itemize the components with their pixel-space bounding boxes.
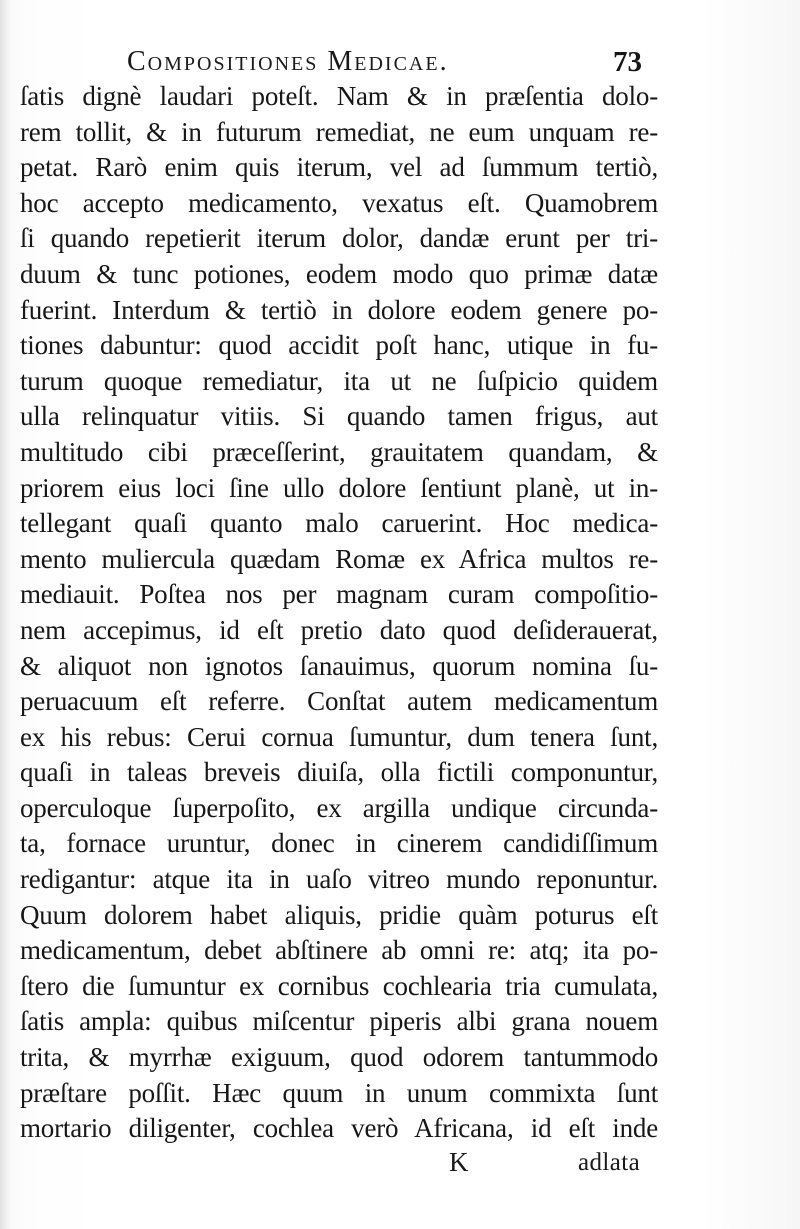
text-line: nem accepimus, id eſt pretio dato quod deſiderauerat, <box>20 614 658 645</box>
text-line: trita, & myrrhæ exiguum, quod odorem tantummodo <box>20 1042 658 1073</box>
text-line: petat. Rarò enim quis iterum, vel ad ſummum tertiò, <box>20 152 658 183</box>
text-line: ta, fornace uruntur, donec in cinerem candidiſſimum <box>20 828 658 859</box>
text-line: mortario diligenter, cochlea verò Africana, id eſt inde <box>20 1113 658 1144</box>
running-head: Compositiones Medicae. <box>127 46 449 77</box>
text-line: rem tollit, & in futurum remediat, ne eum unquam re- <box>20 116 658 147</box>
text-line: multitudo cibi præceſſerint, grauitatem quandam, & <box>20 436 658 467</box>
text-line: mento muliercula quædam Romæ ex Africa multos re- <box>20 543 658 574</box>
text-line: operculoque ſuperpoſito, ex argilla undique circunda- <box>20 792 658 823</box>
text-line: ex his rebus: Cerui cornua ſumuntur, dum tenera ſunt, <box>20 721 658 752</box>
text-line: ſtero die ſumuntur ex cornibus cochlearia tria cumulata, <box>20 970 658 1001</box>
text-line: ſi quando repetierit iterum dolor, dandæ erunt per tri- <box>20 223 658 254</box>
text-line: præſtare poſſit. Hæc quum in unum commixta ſunt <box>20 1077 658 1108</box>
page-header <box>115 40 655 84</box>
text-line: duum & tunc potiones, eodem modo quo primæ datæ <box>20 258 658 289</box>
page-number: 73 <box>613 46 642 78</box>
text-line: priorem eius loci ſine ullo dolore ſentiunt planè, ut in- <box>20 472 658 503</box>
text-line: quaſi in taleas breveis diuiſa, olla fictili componuntur, <box>20 757 658 788</box>
text-line: mediauit. Poſtea nos per magnam curam compoſitio- <box>20 579 658 610</box>
text-line: ulla relinquatur vitiis. Si quando tamen frigus, aut <box>20 401 658 432</box>
text-line: & aliquot non ignotos ſanauimus, quorum nomina ſu- <box>20 650 658 681</box>
page-footer <box>0 1147 800 1183</box>
text-line: tiones dabuntur: quod accidit poſt hanc, utique in fu- <box>20 330 658 361</box>
text-line: peruacuum eſt referre. Conſtat autem medicamentum <box>20 686 658 717</box>
text-line: turum quoque remediatur, ita ut ne ſuſpicio quidem <box>20 365 658 396</box>
text-line: redigantur: atque ita in uaſo vitreo mundo reponuntur. <box>20 864 658 895</box>
text-line: ſatis dignè laudari poteſt. Nam & in præſentia dolo- <box>20 81 658 111</box>
catchword: adlata <box>578 1149 641 1176</box>
text-line: ſatis ampla: quibus miſcentur piperis albi grana nouem <box>20 1006 658 1037</box>
text-line: tellegant quaſi quanto malo caruerint. Hoc medica- <box>20 508 658 539</box>
signature-mark: K <box>449 1147 469 1177</box>
text-line: Quum dolorem habet aliquis, pridie quàm poturus eſt <box>20 899 658 930</box>
text-line: medicamentum, debet abſtinere ab omni re: atq; ita po- <box>20 935 658 966</box>
text-line: fuerint. Interdum & tertiò in dolore eodem genere po- <box>20 294 658 325</box>
body-text <box>20 79 658 1147</box>
text-line: hoc accepto medicamento, vexatus eſt. Quamobrem <box>20 187 658 218</box>
